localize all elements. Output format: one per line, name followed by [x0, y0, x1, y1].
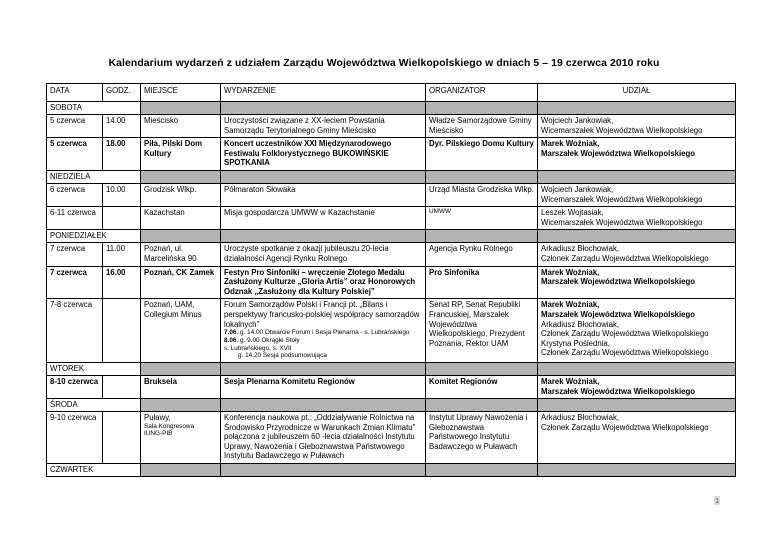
events-table	[46, 83, 736, 477]
event-row	[47, 299, 736, 363]
cell-text-line: 8-10 czerwca	[50, 376, 99, 386]
cell-organizer	[426, 412, 538, 464]
section-fill-cell	[221, 362, 426, 375]
cell-text-line: Wojciech Jankowiak,	[541, 184, 614, 194]
section-fill-cell	[538, 464, 736, 477]
cell-place	[141, 115, 221, 138]
cell-text-line: Urząd Miasta Grodziska Wlkp.	[429, 184, 534, 194]
cell-text-line: Marszałek Województwa Wielkopolskiego	[541, 277, 696, 287]
table-body	[47, 102, 736, 477]
cell-text-line: Arkadiusz Błochowiak,	[541, 319, 620, 329]
cell-text-line: 7 czerwca	[50, 244, 86, 254]
cell-text-line: Członek Zarządu Województwa Wielkopolskiego	[541, 422, 709, 432]
cell-participation	[538, 207, 736, 230]
cell-event	[221, 266, 426, 299]
cell-time	[103, 138, 141, 171]
cell-event	[221, 412, 426, 464]
cell-participation	[538, 243, 736, 266]
day-label: WTOREK	[47, 362, 141, 375]
cell-text-line: Komitet Regionów	[429, 376, 498, 386]
cell-organizer	[426, 115, 538, 138]
cell-participation	[538, 412, 736, 464]
section-row	[47, 170, 736, 183]
column-header-miejsce: MIEJSCE	[141, 84, 221, 102]
section-row	[47, 362, 736, 375]
section-fill-cell	[141, 362, 221, 375]
cell-text-line: Wicemarszałek Województwa Wielkopolskiego	[541, 125, 703, 135]
section-fill-cell	[141, 399, 221, 412]
cell-text-line: Członek Zarządu Województwa Wielkopolskiego	[541, 348, 709, 358]
cell-text-line: Koncert uczestników XXI Międzynarodowego Festiwalu Folklorystycznego BUKOWIŃSKIE SPOTKANIA	[224, 139, 392, 168]
cell-organizer	[426, 266, 538, 299]
cell-text-line: Członek Zarządu Województwa Wielkopolskiego	[541, 329, 709, 339]
cell-text-line: Pro Sinfonika	[429, 267, 480, 277]
section-fill-cell	[538, 399, 736, 412]
event-row	[47, 115, 736, 138]
cell-text-line: Agencja Rynku Rolnego	[429, 244, 513, 254]
cell-text-line: Władze Samorządowe Gminy Mieścisko	[429, 116, 532, 135]
cell-text-line: Marszałek Województwa Wielkopolskiego	[541, 386, 696, 396]
section-fill-cell	[426, 102, 538, 115]
cell-event	[221, 115, 426, 138]
cell-organizer	[426, 375, 538, 398]
cell-text-line: Wicemarszałek Województwa Wielkopolskiego	[541, 217, 703, 227]
section-fill-cell	[426, 230, 538, 243]
cell-text-line: 9-10 czerwca	[50, 413, 97, 423]
cell-date	[47, 138, 103, 171]
day-label: CZWARTEK	[47, 464, 141, 477]
section-row	[47, 102, 736, 115]
cell-place	[141, 299, 221, 363]
cell-text-line: Sala Kongresowa	[144, 422, 195, 430]
cell-organizer	[426, 138, 538, 171]
cell-time	[103, 412, 141, 464]
cell-text-line: Festyn Pro Sinfoniki – wręczenie Złotego Medalu Zasłużony Kulturze „Gloria Artis” oraz Honorowych Odznak „Zasłużony dla Kultury Polskiej”	[224, 267, 416, 296]
section-fill-cell	[538, 230, 736, 243]
cell-text-line: Grodzisk Wlkp.	[144, 184, 197, 194]
cell-text-line: 7.06, g. 14.00 Otwarcie Forum i Sesja Plenarna - s. Lubrańskiego	[224, 329, 410, 337]
cell-text-line: Sesja Plenarna Komitetu Regionów	[224, 376, 355, 386]
cell-text-line: Marek Woźniak,	[541, 139, 600, 149]
cell-event	[221, 207, 426, 230]
cell-text-line: Dyr. Pilskiego Domu Kultury	[429, 139, 534, 149]
cell-event	[221, 243, 426, 266]
cell-text-line: 6 czerwca	[50, 184, 86, 194]
cell-event	[221, 183, 426, 206]
section-fill-cell	[426, 362, 538, 375]
cell-text-line: Uroczyste spotkanie z okazji jubileuszu 20-lecia działalności Agencji Rynku Rolnego	[224, 244, 389, 263]
section-fill-cell	[141, 102, 221, 115]
cell-time	[103, 266, 141, 299]
section-row	[47, 464, 736, 477]
section-fill-cell	[221, 399, 426, 412]
cell-text-line: Mieścisko	[144, 116, 179, 125]
cell-participation	[538, 183, 736, 206]
cell-time	[103, 299, 141, 363]
cell-event	[221, 138, 426, 171]
cell-text-line: Poznań, CK Zamek	[144, 267, 215, 277]
cell-organizer	[426, 243, 538, 266]
section-row	[47, 230, 736, 243]
cell-participation	[538, 375, 736, 398]
cell-text-line: 7 czerwca	[50, 267, 87, 277]
cell-text-line: Półmaraton Słowaka	[224, 184, 296, 194]
event-row	[47, 138, 736, 171]
cell-date	[47, 207, 103, 230]
section-fill-cell	[426, 399, 538, 412]
cell-text-line: 5 czerwca	[50, 116, 86, 125]
event-row	[47, 375, 736, 398]
section-fill-cell	[221, 230, 426, 243]
cell-place	[141, 266, 221, 299]
section-fill-cell	[426, 464, 538, 477]
section-fill-cell	[426, 170, 538, 183]
page-title: Kalendarium wydarzeń z udziałem Zarządu Województwa Wielkopolskiego w dniach 5 – 19 czerwca 2010 roku	[108, 58, 660, 69]
cell-participation	[538, 299, 736, 363]
cell-text-line: 18.00	[106, 139, 126, 149]
section-fill-cell	[141, 170, 221, 183]
section-fill-cell	[221, 464, 426, 477]
cell-text-line: Arkadiusz Błochowiak,	[541, 244, 620, 254]
cell-text-line: Bruksela	[144, 376, 177, 386]
column-header-udzial: UDZIAŁ	[538, 84, 736, 102]
cell-text-line: Krystyna Poślednia,	[541, 338, 610, 348]
cell-text-line: Marek Woźniak,	[541, 376, 600, 386]
section-fill-cell	[538, 170, 736, 183]
cell-text-line: 8.06, g. 9.00 Okrągłe Stoły	[224, 336, 300, 344]
cell-text-line: Instytut Uprawy Nawożenia i Gleboznawstwa Państwowego Instytutu Badawczego w Puławach	[429, 413, 528, 451]
cell-text-line: Poznań, UAM, Collegium Minus	[144, 300, 202, 319]
cell-text-line: 11.00	[106, 244, 125, 254]
cell-text-line: Wojciech Jankowiak,	[541, 116, 614, 125]
cell-date	[47, 115, 103, 138]
cell-text-line: Piła, Pilski Dom Kultury	[144, 139, 203, 158]
cell-text-line: Konferencja naukowa pt.: „Oddziaływanie Rolnictwa na Środowisko Przyrodnicze w Warunkach Zmian Klimatu” połączona z jubileuszem 60 -lecia działalności Instytutu Uprawy, Nawożenia i Gleboznawstwa Państwowego Instytutu Badawczego w Puławach	[224, 413, 416, 461]
event-row	[47, 412, 736, 464]
cell-text-line: Poznań, ul. Marcelińska 90	[144, 244, 197, 263]
cell-text-line: Arkadiusz Błochowiak,	[541, 413, 620, 423]
section-fill-cell	[221, 170, 426, 183]
section-fill-cell	[141, 464, 221, 477]
cell-time	[103, 183, 141, 206]
cell-text-line: 14.00	[106, 116, 126, 125]
cell-text-line: Kazachstan	[144, 208, 185, 218]
day-label: PONIEDZIAŁEK	[47, 230, 141, 243]
column-header-wydarzenie: WYDARZENIE	[221, 84, 426, 102]
cell-time	[103, 375, 141, 398]
cell-text-line: 7-8 czerwca	[50, 300, 93, 310]
column-header-godz: GODZ.	[103, 84, 141, 102]
cell-date	[47, 266, 103, 299]
cell-text-line: Członek Zarządu Województwa Wielkopolskiego	[541, 253, 709, 263]
event-row	[47, 207, 736, 230]
event-row	[47, 266, 736, 299]
cell-participation	[538, 138, 736, 171]
day-label: NIEDZIELA	[47, 170, 141, 183]
section-fill-cell	[221, 102, 426, 115]
cell-place	[141, 243, 221, 266]
cell-event	[221, 299, 426, 363]
cell-text-line: Forum Samorządów Polski i Francji pt. „Bilans i perspektywy francusko-polskiej współpracy samorządów lokalnych”	[224, 300, 420, 329]
cell-text-line: Leszek Wojtasiak,	[541, 208, 604, 218]
cell-text-line: Marek Woźniak,	[541, 267, 600, 277]
cell-place	[141, 138, 221, 171]
cell-text-line: Marszałek Województwa Wielkopolskiego	[541, 309, 696, 319]
cell-organizer	[426, 183, 538, 206]
cell-participation	[538, 266, 736, 299]
cell-text-line: IUNG-PIB	[144, 430, 173, 438]
day-label: SOBOTA	[47, 102, 141, 115]
cell-event	[221, 375, 426, 398]
cell-text-line: 16.00	[106, 267, 126, 277]
event-row	[47, 243, 736, 266]
header-row	[47, 84, 736, 102]
cell-time	[103, 207, 141, 230]
cell-organizer	[426, 299, 538, 363]
cell-text-line: UMWW	[429, 208, 452, 216]
cell-text-line: Puławy,	[144, 413, 171, 423]
cell-date	[47, 412, 103, 464]
section-row	[47, 399, 736, 412]
cell-text-line: Misja gospodarcza UMWW w Kazachstanie	[224, 208, 375, 218]
cell-time	[103, 243, 141, 266]
section-fill-cell	[538, 102, 736, 115]
column-header-organizator: ORGANIZATOR	[426, 84, 538, 102]
cell-text-line: 6-11 czerwca	[50, 208, 96, 218]
cell-place	[141, 412, 221, 464]
section-fill-cell	[538, 362, 736, 375]
page-number: 1	[715, 496, 720, 505]
cell-date	[47, 243, 103, 266]
cell-text-line: Senat RP, Senat Republiki Francuskiej, Marszałek Województwa Wielkopolskiego, Prezydent Poznania, Rektor UAM	[429, 300, 525, 348]
cell-date	[47, 183, 103, 206]
section-fill-cell	[141, 230, 221, 243]
cell-place	[141, 375, 221, 398]
event-row	[47, 183, 736, 206]
column-header-data: DATA	[47, 84, 103, 102]
cell-text-line: Marszałek Województwa Wielkopolskiego	[541, 148, 696, 158]
cell-text-line: Wicemarszałek Województwa Wielkopolskiego	[541, 194, 703, 204]
cell-participation	[538, 115, 736, 138]
cell-text-line: 10.00	[106, 184, 126, 194]
cell-text-line: Marek Woźniak,	[541, 300, 600, 310]
cell-text-line: Uroczystości związane z XX-leciem Powstania Samorządu Terytorialnego Gminy Mieścisko	[224, 116, 385, 135]
cell-place	[141, 183, 221, 206]
cell-text-line: 5 czerwca	[50, 139, 87, 149]
cell-place	[141, 207, 221, 230]
cell-time	[103, 115, 141, 138]
cell-text-line: g. 14.20 Sesja podsumowująca	[238, 352, 327, 360]
cell-organizer	[426, 207, 538, 230]
cell-text-line: s. Lubrańskiego, s. XVII	[224, 344, 292, 352]
day-label: ŚRODA	[47, 399, 141, 412]
cell-date	[47, 299, 103, 363]
cell-date	[47, 375, 103, 398]
